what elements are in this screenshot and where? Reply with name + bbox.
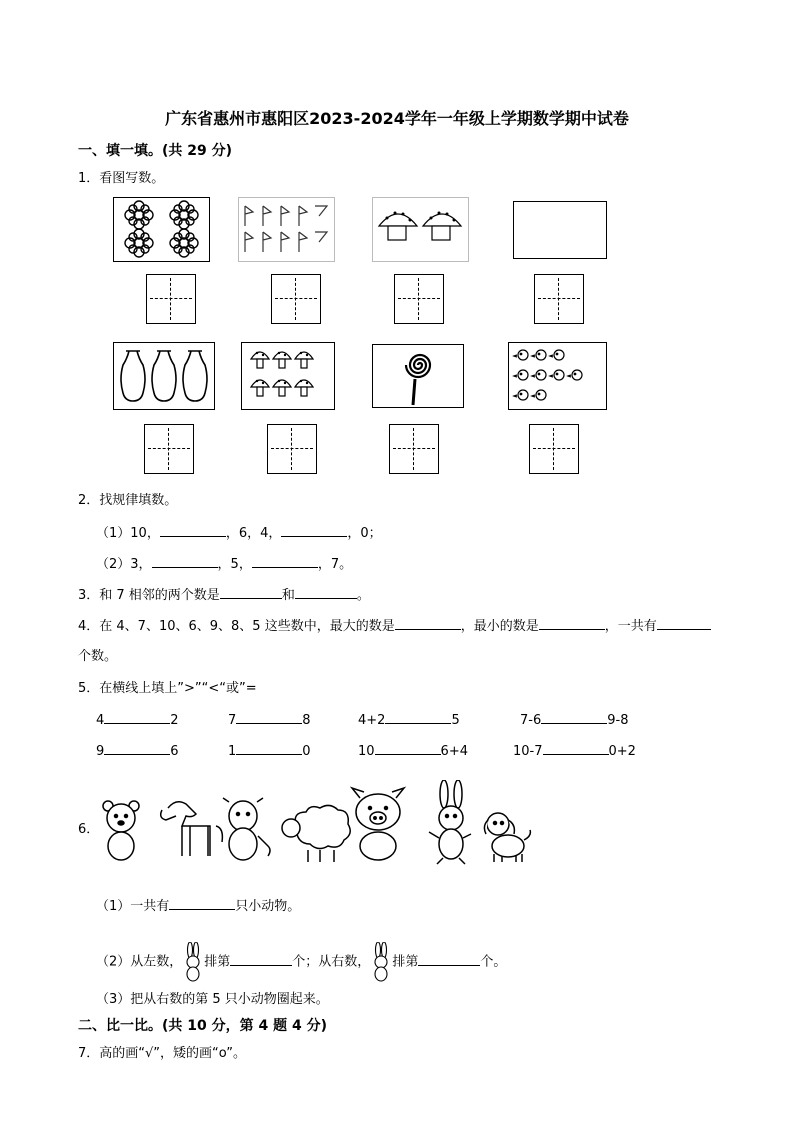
text: ，0； [347, 526, 382, 541]
question-6-part-2 [96, 942, 506, 982]
text: 0 [302, 744, 311, 759]
text: （2）3， [96, 557, 152, 572]
text: 10-7 [513, 744, 543, 759]
picture-flags [238, 197, 335, 262]
answer-blank[interactable] [169, 895, 235, 910]
text: （1）一共有 [96, 899, 170, 914]
text: （1）10， [96, 526, 160, 541]
picture-chicks [508, 342, 607, 410]
text: 4+2 [358, 713, 386, 728]
question-4-continued: 个数。 [78, 649, 118, 664]
picture-empty [513, 201, 607, 259]
text: ，5， [217, 557, 252, 572]
compare-item [358, 709, 460, 728]
answer-box[interactable] [267, 424, 317, 474]
text: 个。 [480, 954, 507, 970]
pig-icon [352, 788, 404, 860]
compare-item [228, 709, 311, 728]
text: 10 [358, 744, 375, 759]
picture-mushroom-houses [372, 197, 469, 262]
text: 个；从右数， [292, 954, 371, 970]
text: 6+4 [440, 744, 468, 759]
mushroom-icon [242, 343, 334, 409]
question-5-text: 5．在横线上填上”>”“<“或”= [78, 681, 257, 696]
text: 9-8 [607, 713, 629, 728]
flag-icon [239, 198, 334, 261]
text: ，一共有 [604, 619, 657, 634]
text: 8 [302, 713, 311, 728]
answer-blank[interactable] [385, 709, 451, 724]
answer-box[interactable] [394, 274, 444, 324]
answer-blank[interactable] [104, 709, 170, 724]
text: 7-6 [520, 713, 542, 728]
text: 4．在 4、7、10、6、9、8、5 这些数中，最大的数是 [78, 619, 395, 634]
chick-icon [509, 343, 606, 409]
text: 排第 [204, 954, 231, 970]
compare-item [96, 709, 179, 728]
text: 7 [228, 713, 237, 728]
text: 。 [356, 588, 370, 603]
text: 9 [96, 744, 105, 759]
picture-vases [113, 342, 215, 410]
answer-box[interactable] [271, 274, 321, 324]
question-3 [78, 584, 370, 603]
text: 5 [451, 713, 460, 728]
picture-flowers [113, 197, 210, 262]
answer-blank[interactable] [295, 584, 357, 599]
rabbit-icon [182, 942, 204, 982]
cow-icon [223, 798, 270, 860]
text: 0+2 [608, 744, 636, 759]
question-6-part-3: （3）把从右数的第 5 只小动物圈起来。 [96, 992, 329, 1007]
rabbit-icon [370, 942, 392, 982]
answer-blank[interactable] [418, 951, 480, 966]
compare-item [358, 740, 468, 759]
answer-blank[interactable] [236, 709, 302, 724]
answer-blank[interactable] [252, 553, 318, 568]
question-6-part-1 [96, 895, 300, 914]
answer-blank[interactable] [375, 740, 441, 755]
question-1-text: 1．看图写数。 [78, 171, 165, 186]
question-2-text: 2．找规律填数。 [78, 493, 178, 508]
rabbit-icon [429, 780, 471, 864]
text: 2 [170, 713, 179, 728]
question-4 [78, 615, 711, 634]
answer-blank[interactable] [160, 522, 226, 537]
sheep-icon [282, 805, 350, 862]
text: 4 [96, 713, 105, 728]
bear-icon [103, 801, 139, 860]
answer-blank[interactable] [541, 709, 607, 724]
answer-box[interactable] [144, 424, 194, 474]
lollipop-icon [373, 345, 463, 407]
question-2-part-2 [96, 553, 352, 572]
section-1-heading: 一、填一填。(共 29 分) [78, 143, 233, 159]
text: 6 [170, 744, 179, 759]
animal-row [98, 780, 538, 865]
dog-icon [484, 813, 530, 862]
answer-blank[interactable] [543, 740, 609, 755]
question-7-text: 7．高的画“√”，矮的画“o”。 [78, 1046, 246, 1061]
text: ，最小的数是 [460, 619, 539, 634]
text: 1 [228, 744, 237, 759]
question-2-part-1 [96, 522, 382, 541]
answer-box[interactable] [146, 274, 196, 324]
text: 和 [281, 588, 295, 603]
text: ，6，4， [225, 526, 282, 541]
answer-box[interactable] [389, 424, 439, 474]
horse-icon [161, 802, 223, 856]
section-2-heading: 二、比一比。(共 10 分，第 4 题 4 分) [78, 1018, 328, 1034]
text: 3．和 7 相邻的两个数是 [78, 588, 220, 603]
vase-icon [114, 343, 214, 409]
question-6-number: 6． [78, 822, 100, 837]
mushroom-icon [373, 198, 468, 261]
answer-blank[interactable] [230, 951, 292, 966]
picture-lollipop [372, 344, 464, 408]
answer-blank[interactable] [281, 522, 347, 537]
compare-item [96, 740, 179, 759]
compare-item [520, 709, 628, 728]
page-title: 广东省惠州市惠阳区2023-2024学年一年级上学期数学期中试卷 [165, 109, 629, 128]
answer-blank[interactable] [220, 584, 282, 599]
answer-box[interactable] [529, 424, 579, 474]
text: 只小动物。 [235, 899, 301, 914]
compare-item [513, 740, 636, 759]
answer-blank[interactable] [152, 553, 218, 568]
answer-box[interactable] [534, 274, 584, 324]
text: （2）从左数， [96, 954, 183, 970]
answer-blank[interactable] [539, 615, 605, 630]
answer-blank[interactable] [236, 740, 302, 755]
text: 排第 [392, 954, 419, 970]
picture-mushrooms [241, 342, 335, 410]
answer-blank[interactable] [104, 740, 170, 755]
answer-blank[interactable] [395, 615, 461, 630]
answer-blank[interactable] [657, 615, 711, 630]
compare-item [228, 740, 311, 759]
text: ，7。 [317, 557, 353, 572]
flower-icon [114, 198, 209, 261]
